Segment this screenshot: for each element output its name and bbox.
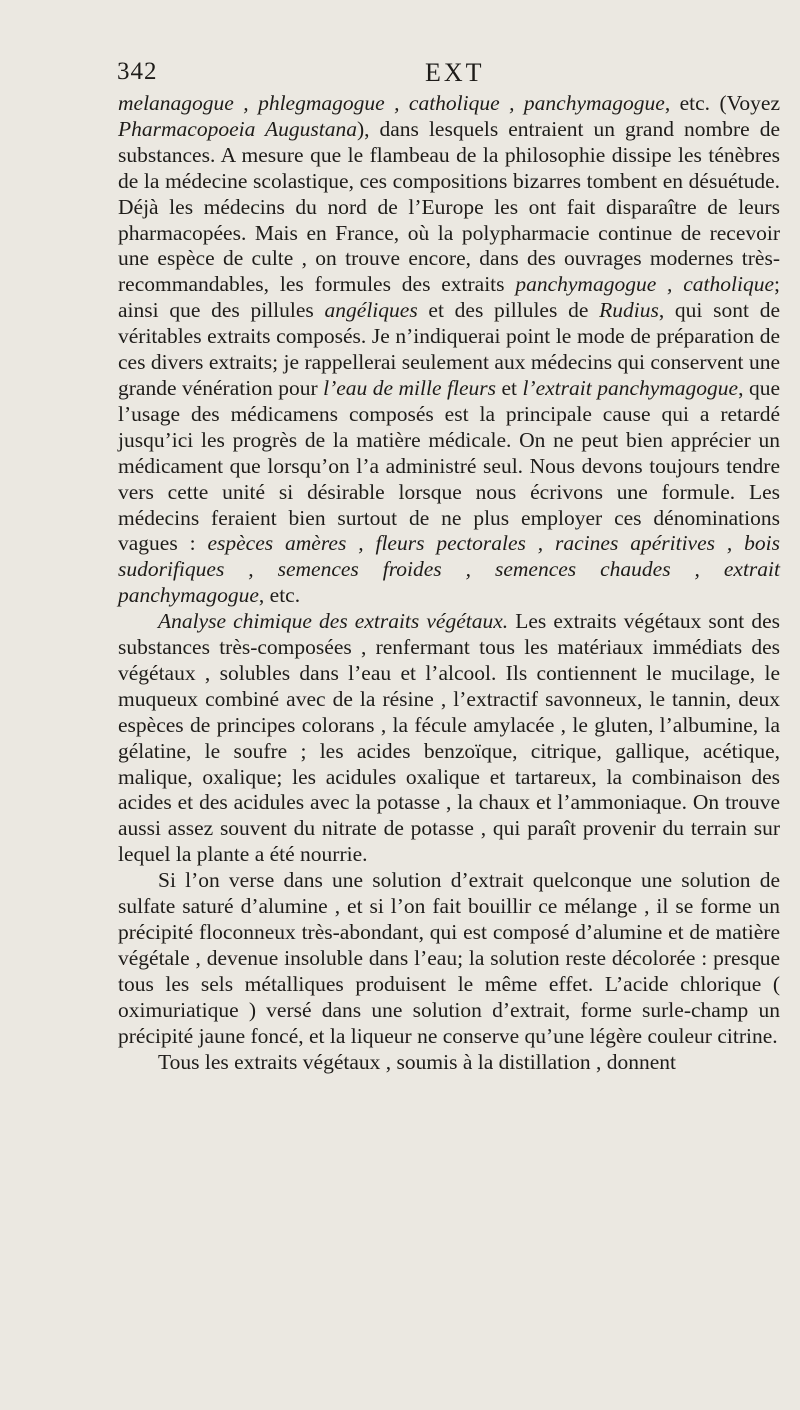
paragraph [118,91,780,609]
text-run: ), dans lesquels entraient un grand nombre de substances. A mesure que le flambeau de la philosophie dissipe les ténèbres de la médecine scolastique, ces compositions bizarres tombent en désuétude. Déjà les médecins du nord de l’Europe les ont fait disparaître de leurs pharmacopées. Mais en France, où la polypharmacie continue de recevoir une espèce de culte , on trouve encore, dans des ouvrages modernes très-recommandables, les formules des extraits [118,116,780,297]
paragraph [118,1050,780,1076]
paragraph [118,609,780,868]
text-run: , etc. [258,583,301,608]
italic-text: panchymagogue , catholique [515,272,774,297]
page-header [117,58,775,94]
italic-text: espèces amères , fleurs pectorales , racines apéritives , bois sudorifiques , semences froides , semences chaudes , extrait panchymagogue [118,531,780,608]
text-run: , que l’usage des médicamens composés est la principale cause qui a retardé jusqu’ici les progrès de la matière médicale. On ne peut bien apprécier un médicament que lorsqu’on l’a administré seul. Nous devons toujours tendre vers cette unité si désirable lorsque nous écrivons une formule. Les médecins feraient bien surtout de ne plus employer ces dénominations vagues : [118,375,780,556]
italic-text: Rudius [599,298,659,323]
italic-text: melanagogue , phlegmagogue , catholique , panchymagogue [118,91,665,115]
text-run: et des pillules de [417,298,600,323]
italic-text: angéliques [324,298,418,323]
text-run: ; ainsi que des pillules [118,272,780,323]
running-head: EXT [425,58,485,87]
text-run: Tous les extraits végétaux , soumis à la distillation , donnent [158,1049,676,1074]
text-run: et [495,375,523,400]
page-number: 342 [117,58,158,85]
italic-text: Pharmacopoeia Augustana [118,116,357,141]
text-run: , etc. (Voyez [664,91,780,115]
italic-text: l’extrait panchymagogue [522,375,739,400]
text-run: , qui sont de véritables extraits composés. Je n’indiquerai point le mode de préparation de ces divers extraits; je rappellerai seulement aux médecins qui conservent une grande vénération pour [118,298,780,400]
paragraph [118,868,780,1049]
body-text [118,91,780,1075]
text-run: Si l’on verse dans une solution d’extrait quelconque une solution de sulfate saturé d’alumine , et si l’on fait bouillir ce mélange , il se forme un précipité floconneux très-abondant, qui est composé d’alumine et de matière végétale , devenue insoluble dans l’eau; la solution reste décolorée : presque tous les sels métalliques produisent le même effet. L’acide chlorique ( oximuriatique ) versé dans une solution d’extrait, forme surle-champ un précipité jaune foncé, et la liqueur ne conserve qu’une légère couleur citrine. [118,868,780,1048]
italic-text: Analyse chimique des extraits végétaux. [158,609,509,634]
italic-text: l’eau de mille fleurs [323,375,496,400]
text-run: Les extraits végétaux sont des substances très-composées , renfermant tous les matériaux immédiats des végétaux , solubles dans l’eau et l’alcool. Ils contiennent le mucilage, le muqueux combiné avec de la résine , l’extractif savonneux, le tannin, deux espèces de principes colorans , la fécule amylacée , le gluten, l’albumine, la gélatine, le soufre ; les acides benzoïque, citrique, gallique, acétique, malique, oxalique; les acidules oxalique et tartareux, la combinaison des acides et des acidules avec la potasse , la chaux et l’ammoniaque. On trouve aussi assez souvent du nitrate de potasse , qui paraît provenir du terrain sur lequel la plante a été nourrie. [118,609,780,867]
